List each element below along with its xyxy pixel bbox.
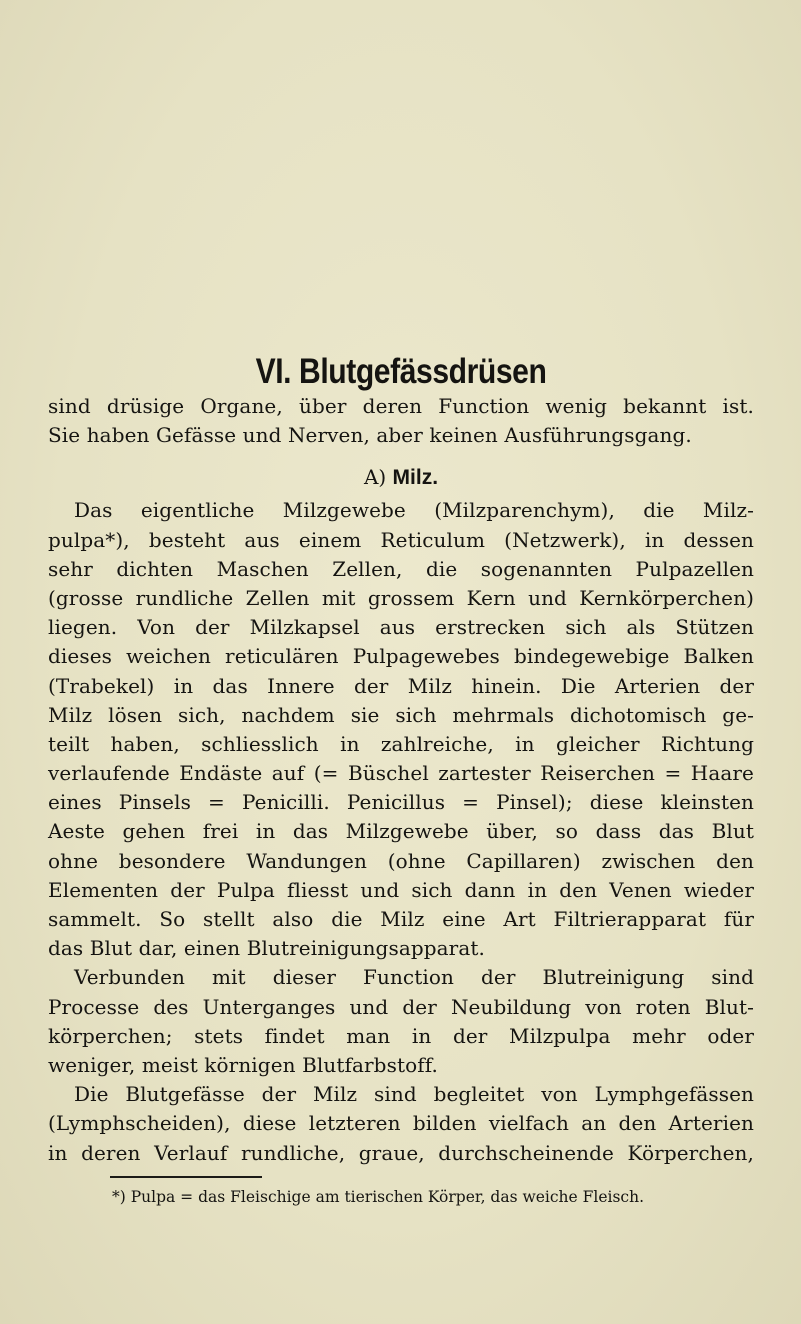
text-line: ohne besondere Wandungen (ohne Capillaren) zwischen den xyxy=(48,848,754,873)
paragraph-spleen-structure xyxy=(48,496,754,963)
footnote: *) Pulpa = das Fleischige am tierischen Körper, das weiche Fleisch. xyxy=(112,1187,645,1206)
chapter-heading xyxy=(97,352,704,392)
book-page xyxy=(48,352,754,1208)
text-line: in deren Verlauf rundliche, graue, durchscheinende Körperchen, xyxy=(48,1140,754,1165)
text-line: verlaufende Endäste auf (= Büschel zartester Reiserchen = Haare xyxy=(48,761,754,786)
text-line: Verbunden mit dieser Function der Blutreinigung sind xyxy=(74,965,754,990)
section-heading xyxy=(48,462,754,492)
text-line: Processe des Unterganges und der Neubildung von roten Blut- xyxy=(48,994,754,1019)
text-line: sehr dichten Maschen Zellen, die sogenannten Pulpazellen xyxy=(48,556,754,581)
text-line: teilt haben, schliesslich in zahlreiche, in gleicher Richtung xyxy=(48,731,754,756)
section-label: A) xyxy=(363,465,387,490)
text-line: dieses weichen reticulären Pulpagewebes bindegewebige Balken xyxy=(48,644,754,669)
paragraph-blood-renewal xyxy=(48,963,754,1080)
chapter-number: VI. xyxy=(255,352,292,391)
text-line: sammelt. So stellt also die Milz eine Art Filtrierapparat für xyxy=(48,907,754,931)
text-line: (Lymphscheiden), diese letzteren bilden vielfach an den Arterien xyxy=(48,1111,754,1136)
text-line: pulpa*), besteht aus einem Reticulum (Netzwerk), in dessen xyxy=(48,527,754,552)
text-line: Das eigentliche Milzgewebe (Milzparenchym), die Milz- xyxy=(74,498,754,523)
text-line: weniger, meist körnigen Blutfarbstoff. xyxy=(48,1052,438,1077)
text-line: Aeste gehen frei in das Milzgewebe über, so dass das Blut xyxy=(48,819,754,844)
text-line: Milz lösen sich, nachdem sie sich mehrmals dichotomisch ge- xyxy=(48,702,754,727)
text-line: Die Blutgefässe der Milz sind begleitet von Lymphgefässen xyxy=(74,1082,754,1107)
text-line: liegen. Von der Milzkapsel aus erstrecken sich als Stützen xyxy=(48,615,754,640)
section-title: Milz. xyxy=(392,466,439,490)
text-line: Sie haben Gefässe und Nerven, aber keinen Ausführungsgang. xyxy=(48,423,692,448)
paragraph-lymph-vessels xyxy=(48,1080,754,1168)
text-line: (Trabekel) in das Innere der Milz hinein. Die Arterien der xyxy=(48,673,754,698)
text-line: körperchen; stets findet man in der Milzpulpa mehr oder xyxy=(48,1023,754,1048)
text-line: das Blut dar, einen Blutreinigungsapparat. xyxy=(48,936,485,961)
text-line: sind drüsige Organe, über deren Function wenig bekannt ist. xyxy=(48,394,754,418)
text-line: Elementen der Pulpa fliesst und sich dann in den Venen wieder xyxy=(48,877,754,902)
text-line: eines Pinsels = Penicilli. Penicillus = Pinsel); diese kleinsten xyxy=(48,790,754,815)
chapter-title: Blutgefässdrüsen xyxy=(299,352,547,391)
footnote-divider xyxy=(110,1176,262,1178)
text-line: (grosse rundliche Zellen mit grossem Kern und Kernkörperchen) xyxy=(48,585,754,610)
intro-text xyxy=(48,392,754,450)
